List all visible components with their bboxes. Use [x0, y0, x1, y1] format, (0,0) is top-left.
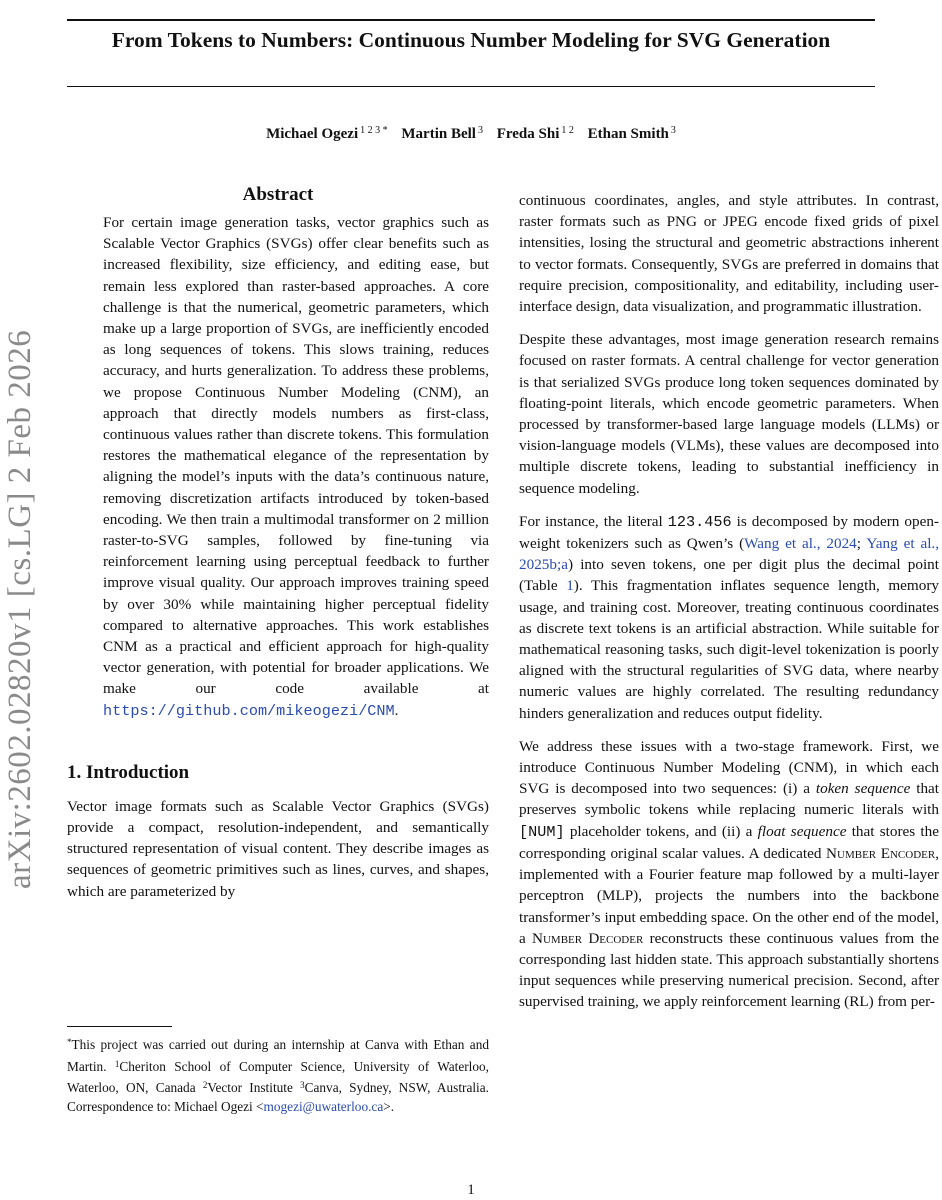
paragraph: Despite these advantages, most image generation research remains focused on raster formats. A central challenge for vector generation is that serialized SVGs produce long token sequences dominated by floating-point literals, which encode geometric parameters. When processed by transformer-based large language models (LLMs) or vision-language models (VLMs), these values are decomposed into multiple discrete tokens, leading to substantial inefficiency in sequence modeling. — [519, 331, 939, 497]
text-run: >. — [383, 1098, 395, 1114]
text-run: This project was carried out during an internship at Canva with Ethan and Martin. — [67, 1037, 489, 1074]
text-run: ) into seven tokens, one per digit plus the decimal point (Table — [519, 556, 939, 595]
author — [497, 126, 574, 142]
abstract-end: . — [394, 701, 399, 719]
author-affiliation: 3 — [670, 125, 676, 136]
emphasis: float sequence — [757, 822, 847, 840]
email-link[interactable]: mogezi@uwaterloo.ca — [263, 1098, 384, 1114]
footnote-marker: 1 — [114, 1058, 120, 1069]
text-run: is decomposed by modern open-weight tokenizers such as Qwen’s ( — [519, 512, 939, 553]
inline-code: 123.456 — [667, 512, 732, 531]
author-name: Freda Shi — [496, 126, 560, 142]
inline-code: [NUM] — [519, 822, 565, 841]
citation-link[interactable]: Wang et al., 2024 — [744, 535, 857, 553]
footnote-marker: * — [67, 1037, 72, 1047]
title-rule-top — [67, 19, 875, 21]
paper-title: From Tokens to Numbers: Continuous Number Modeling for SVG Generation — [111, 28, 831, 52]
footnote-marker: 2 — [202, 1080, 208, 1091]
footnote — [67, 1026, 489, 1116]
author-affiliation: 1 2 — [561, 125, 574, 136]
table-ref-link[interactable]: 1 — [566, 577, 574, 595]
abstract-text — [103, 212, 489, 722]
text-run: , implemented with a Fourier feature map followed by a multi-layer perceptron (MLP), projects the numbers into the backbone transformer’s input embedding space. On the other end of the model, a — [519, 844, 940, 947]
text-run: reconstructs these continuous values from the corresponding last hidden state. This approach substantially shortens input sequences while preserving numerical precision. Second, after supervised training, we apply reinforcement learning (RL) from per- — [519, 929, 939, 1011]
paragraph — [519, 736, 939, 1013]
author-name: Michael Ogezi — [266, 126, 359, 142]
text-run: We address these issues with a two-stage framework. First, we introduce Continuous Number Modeling (CNM), in which each SVG is decomposed into two sequences: (i) a — [519, 737, 939, 798]
footnote-marker: 3 — [300, 1080, 305, 1091]
author — [401, 126, 483, 142]
paragraph: continuous coordinates, angles, and style attributes. In contrast, raster formats such as PNG or JPEG encode fixed grids of pixel intensities, losing the structural and geometric abstractions inherent to vector formats. Consequently, SVGs are preferred in domains that require precision, compositionality, and editability, including user-interface design, data visualization, and programmatic illustration. — [519, 192, 939, 316]
section-heading-introduction: 1. Introduction — [67, 761, 190, 783]
page-number: 1 — [467, 1182, 475, 1198]
text-run: ; — [856, 535, 867, 553]
abstract-body: For certain image generation tasks, vector graphics such as Scalable Vector Graphics (SVGs) offer clear benefits such as increased flexibility, size efficiency, and editing ease, but remain less explored than raster-based approaches. A core challenge is that the numerical, geometric parameters, which make up a large proportion of SVGs, are inefficiently encoded as long sequences of tokens. This slows training, reduces accuracy, and hurts generalization. To address these problems, we propose Continuous Number Modeling (CNM), an approach that directly models numbers as first-class, continuous values rather than discrete tokens. This formulation restores the mathematical elegance of the representation by aligning the model’s inputs with the data’s continuous nature, removing discretization artifacts introduced by token-based encoding. We then train a multimodal transformer on 2 million raster-to-SVG samples, followed by fine-tuning via reinforcement learning using perceptual feedback to further improve visual quality. Our approach improves training speed by over 30% while maintaining higher perceptual fidelity compared to alternative approaches. This work establishes CNM as a practical and efficient approach for high-quality vector generation, with potential for broader applications. We make our code available at — [103, 214, 489, 698]
text-run: For instance, the literal — [519, 512, 668, 530]
author-affiliation: 1 2 3 * — [360, 125, 388, 136]
author-affiliation: 3 — [477, 125, 483, 136]
right-column — [519, 190, 939, 1025]
text-run: Cheriton School of Computer Science, University of Waterloo, Waterloo, ON, Canada — [67, 1058, 489, 1096]
title-rule-bottom — [67, 86, 875, 87]
footnote-rule — [67, 1026, 172, 1027]
text-run: Vector Institute — [207, 1080, 301, 1096]
paragraph — [519, 511, 939, 724]
abstract-heading: Abstract — [242, 184, 314, 205]
small-caps-term: Number Decoder — [532, 929, 644, 947]
text-run: placeholder tokens, and (ii) a — [564, 822, 758, 840]
author-list — [67, 125, 875, 143]
text-run: that stores the corresponding original scalar values. A dedicated — [519, 822, 939, 862]
author-name: Martin Bell — [401, 126, 476, 142]
author — [266, 126, 388, 142]
text-run: that preserves symbolic tokens while replacing numeric literals with — [519, 780, 939, 819]
arxiv-stamp: arXiv:2602.02820v1 [cs.LG] 2 Feb 2026 — [2, 329, 38, 889]
text-run: ). This fragmentation inflates sequence length, memory usage, and training cost. Moreover, treating continuous coordinates as discrete text tokens is an artificial abstraction. While suitable for mathematical reasoning tasks, such digit-level tokenization is poorly aligned with the structural regularities of SVG data, where nearby numeric values are highly correlated. The resulting redundancy hinders generalization and reduces output fidelity. — [519, 577, 939, 722]
author — [588, 126, 676, 142]
footnote-text — [67, 1033, 489, 1116]
emphasis: token sequence — [815, 780, 911, 798]
intro-paragraph: Vector image formats such as Scalable Vector Graphics (SVGs) provide a compact, resolution-independent, and semantically structured representation of visual content. They describe images as sequences of geometric primitives such as lines, curves, and shapes, which are parameterized by — [67, 797, 489, 900]
text-run: Canva, Sydney, NSW, Australia. Correspondence to: Michael Ogezi < — [67, 1080, 489, 1114]
small-caps-term: Number Encoder — [826, 844, 936, 862]
author-name: Ethan Smith — [587, 126, 669, 142]
code-link[interactable]: https://github.com/mikeogezi/CNM — [103, 701, 395, 720]
citation-link[interactable]: Yang et al., 2025b;a — [519, 535, 940, 574]
left-column — [67, 182, 489, 902]
